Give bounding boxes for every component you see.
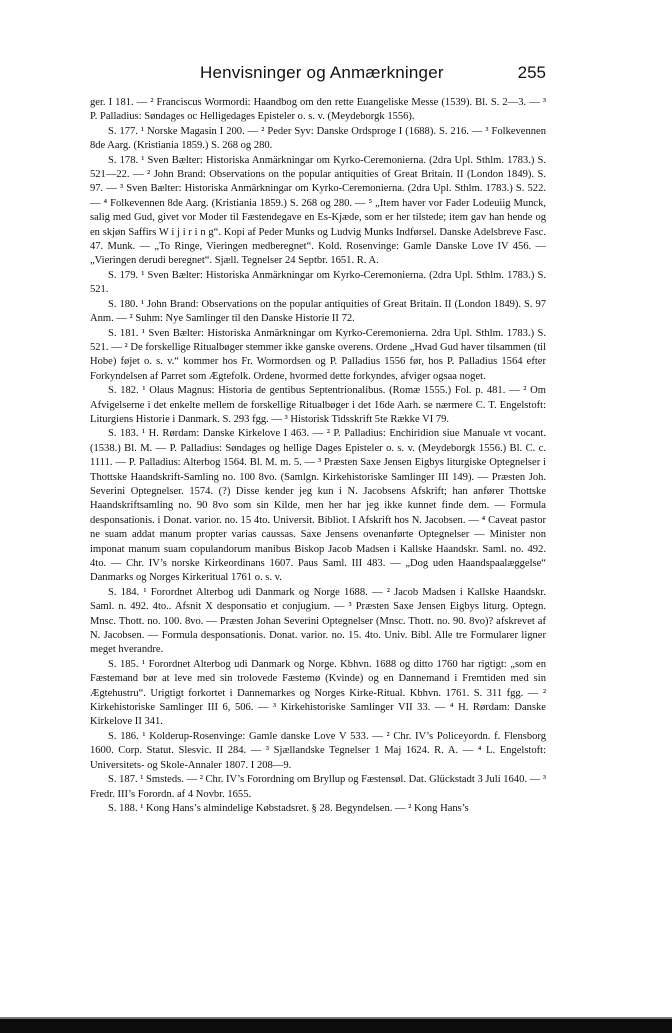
page-number: 255 xyxy=(517,63,546,82)
note-paragraph-s184: S. 184. ¹ Forordnet Alterbog udi Danmark og Norge 1688. — ² Jacob Madsen i Kallske Haandskr. Saml. n. 492. 4to.. Afsnit X desponsatio et conjugium. — ³ Præsten Saxe Jensen Eigbys liturg. Optegn. Mnsc. Thott. no. 100. 8vo. — Præsten Johan Severini Optegnelser (Mnsc. Thott. no. 90. 8vo)? afskrevet af N. Jacobsen. — Formula desponsationis. Donat. varior. no. 15. 4to. Univ. Bibl. Alle tre Formularer ligner meget hverandre. xyxy=(90,586,546,656)
note-paragraph-s178: S. 178. ¹ Sven Bælter: Historiska Anmärkningar om Kyrko-Ceremonierna. (2dra Upl. Sthlm. 1783.) S. 521—22. — ² John Brand: Observations on the popular antiquities of Great Britain. II (London 1849). S. 97. — ³ Sven Bælter: Historiska Anmärkningar om Kyrko-Ceremonierna. (2dra Upl. Sthlm. 1783.) S. 522. — ⁴ Folkevennen 8de Aarg. (Kristiania 1859.) S. 268 og 280. — ⁵ „Item haver vor Fader Lodeuiig Munck, salig med Gud, givet vor Moder til Fæstendegave en Es-Kjæde, som er her tilstede; item gav han hende og en skjøn Saffirs W i j i r i n g“. Kopi af Peder Munks og Ludvig Munks Indførsel. Danske Adelsbreve Fasc. 47. Munk. — „To Ringe, Vieringen medberegnet“. Kold. Rosenvinge: Gamle Danske Love IV 456. — „Vieringen derudi beregnet“. Sjæll. Tegnelser 24 Septbr. 1651. R. A. xyxy=(90,154,546,267)
scan-bottom-border xyxy=(0,1019,672,1033)
note-paragraph-s182: S. 182. ¹ Olaus Magnus: Historia de gentibus Septentrionalibus. (Romæ 1555.) Fol. p. 481. — ² Om Afvigelserne i det enkelte mellem de forskellige Ritualbøger i det 16de Aarh. se nærmere C. T. Engelstoft: Liturgiens Historie i Danmark. S. 293 fgg. — ³ Historisk Tidsskrift 5te Række VI 79. xyxy=(90,385,546,425)
page-header xyxy=(90,63,546,85)
note-paragraph-s188: S. 188. ¹ Kong Hans’s almindelige Købstadsret. § 28. Begyndelsen. — ² Kong Hans’s xyxy=(108,802,469,814)
note-paragraph-s179: S. 179. ¹ Sven Bælter: Historiska Anmärkningar om Kyrko-Ceremonierna. (2dra Upl. Sthlm. 1783.) S. 521. xyxy=(90,269,546,296)
note-paragraph-s185: S. 185. ¹ Forordnet Alterbog udi Danmark og Norge. Kbhvn. 1688 og ditto 1760 har rigtigt: „som en Fæstemand bør at leve med sin trolovede Fæstemø (Kvinde) og en Dannemand i Fremtiden med sin Ægtehustru“. Urigtigt forkortet i Dannemarkes og Norges Kirke-Ritual. Kbhvn. 1761. S. 311 fgg. — ² Kirkehistoriske Samlinger III 6, 506. — ³ Kirkehistoriske Samlinger VII 33. — ⁴ H. Rørdam: Danske Kirkelove II 341. xyxy=(90,658,546,728)
note-paragraph-s186: S. 186. ¹ Kolderup-Rosenvinge: Gamle danske Love V 533. — ² Chr. IV’s Policeyordn. f. Flensborg 1600. Corp. Statut. Slesvic. II 284. — ³ Sjællandske Tegnelser 1 Maj 1624. R. A. — ⁴ L. Engelstoft: Universitets- og Skole-Annaler 1807. I 208—9. xyxy=(90,730,546,771)
note-paragraph-s177: S. 177. ¹ Norske Magasin I 200. — ² Peder Syv: Danske Ordsproge I (1688). S. 216. — ³ Folkevennen 8de Aarg. (Kristiania 1859.) S. 268 og 280. xyxy=(90,125,546,152)
note-paragraph-s181: S. 181. ¹ Sven Bælter: Historiska Anmärkningar om Kyrko-Ceremonierna. 2dra Upl. Sthlm. 1783.) S. 521. — ² De forskellige Ritualbøger stemmer ikke ganske overens. Ordene „Hvad Gud haver tilsammen (til Hobe) føjet o. s. v.“ kommer hos Fr. Wormordsen og P. Palladius 1556 før, hos P. Palladius 1564 efter Forkyndelsen af Parret som Ægtefolk. Ordene, hvormed dette forkyndes, afviger ogsaa noget. xyxy=(90,327,546,382)
note-paragraph-s180: S. 180. ¹ John Brand: Observations on the popular antiquities of Great Britain. II (London 1849). S. 97 Anm. — ² Suhm: Nye Samlinger til den Danske Historie II 72. xyxy=(90,298,546,325)
notes-body xyxy=(90,96,546,816)
note-paragraph-s187: S. 187. ¹ Smsteds. — ² Chr. IV’s Forordning om Bryllup og Fæstensøl. Dat. Glückstadt 3 Juli 1640. — ³ Fredr. III’s Forordn. af 4 Novbr. 1655. xyxy=(90,774,546,800)
note-paragraph-s183: S. 183. ¹ H. Rørdam: Danske Kirkelove I 463. — ² P. Palladius: Enchiridion siue Manuale vt vocant. (1538.) Bl. M. — P. Palladius: Søndages og hellige Dages Episteler o. s. v. (Meydeborgk 1556.) Bl. C. c. 1111. — P. Palladius: Alterbog 1564. Bl. M. m. 5. — ³ Præsten Saxe Jensen Eigbys liturgiske Optegnelser i Thottske Haandskrift-Samling no. 100 8vo. (Samlgn. Kirkehistoriske Samlinger III 149). — Præsten Joh. Severini Optegnelser. 1574. (?) Disse kender jeg kun i N. Jacobsens Afskrift; han anfører Thottske Haandskriftsamling no. 90 8vo som sin Kilde, men her har jeg ikke kunnet finde dem. — Formula desponsationis. i Donat. varior. no. 15 4to. Universit. Bibliot. I Afskrift hos N. Jacobsen. — ⁴ Caveat pastor ne suam addat manum propter varias caussas. Saxe Jensens ovenanførte Optegnelser — Minister non imponat manum suam copulandorum manibus Biskop Jacob Madsen i Kallske Haandskr. Saml. no. 492. 4to. — Chr. IV’s norske Kirkeordinans 1607. Paus Saml. III 483. — „Dog uden Haandspaalæggelse“ Danmarks og Norges Kirkeritual 1761 o. s. v. xyxy=(90,428,546,584)
note-paragraph-continuation: ger. I 181. — ² Franciscus Wormordi: Haandbog om den rette Euangeliske Messe (1539). Bl. S. 2—3. — ³ P. Palladius: Søndages oc Helligedages Episteler o. s. v. (Meydeborgk 1556). xyxy=(90,97,546,123)
running-title: Henvisninger og Anmærkninger xyxy=(200,63,444,82)
